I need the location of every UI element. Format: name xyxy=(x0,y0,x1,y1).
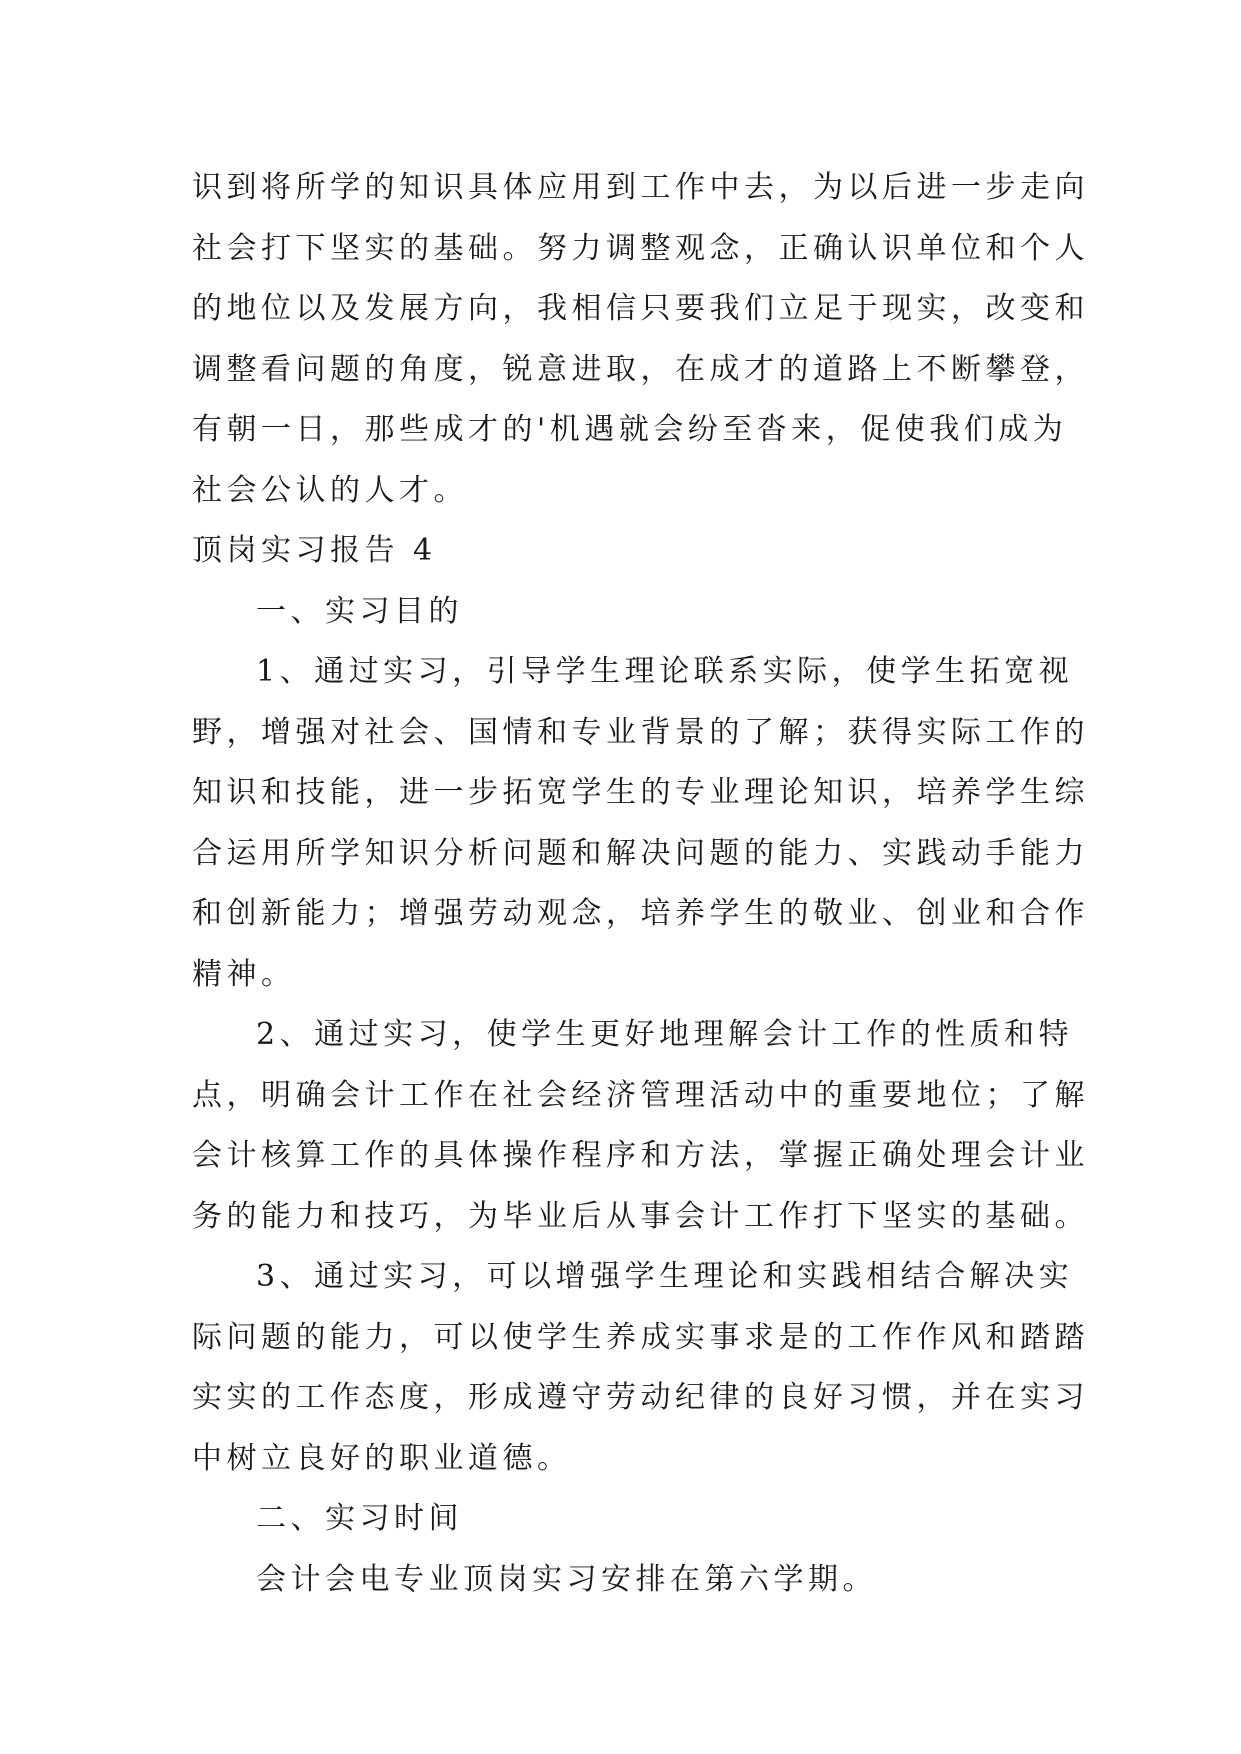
text-line: 野，增强对社会、国情和专业背景的了解；获得实际工作的 xyxy=(192,714,1089,750)
text-line: 精神。 xyxy=(192,956,296,992)
section-heading: 二、实习时间 xyxy=(256,1501,463,1536)
text-line: 调整看问题的角度，锐意进取，在成才的道路上不断攀登， xyxy=(192,351,1089,387)
text-line: 合运用所学知识分析问题和解决问题的能力、实践动手能力 xyxy=(192,835,1089,871)
text-line: 知识和技能，进一步拓宽学生的专业理论知识，培养学生综 xyxy=(192,775,1089,810)
text-line: 2、通过实习，使学生更好地理解会计工作的性质和特 xyxy=(256,1017,1074,1052)
text-line: 点，明确会计工作在社会经济管理活动中的重要地位；了解 xyxy=(192,1077,1089,1113)
text-line: 社会打下坚实的基础。努力调整观念，正确认识单位和个人 xyxy=(192,230,1089,266)
text-line: 际问题的能力，可以使学生养成实事求是的工作作风和踏踏 xyxy=(192,1319,1089,1355)
text-line: 务的能力和技巧，为毕业后从事会计工作打下坚实的基础。 xyxy=(192,1198,1089,1234)
text-line: 会计会电专业顶岗实习安排在第六学期。 xyxy=(256,1561,877,1597)
text-line: 中树立良好的职业道德。 xyxy=(192,1440,572,1476)
text-line: 有朝一日，那些成才的'机遇就会纷至沓来，促使我们成为 xyxy=(192,412,1068,447)
text-line: 的地位以及发展方向，我相信只要我们立足于现实，改变和 xyxy=(192,291,1089,326)
text-line: 社会公认的人才。 xyxy=(192,472,468,508)
text-line: 和创新能力；增强劳动观念，培养学生的敬业、创业和合作 xyxy=(192,896,1089,931)
section-heading: 一、实习目的 xyxy=(256,593,463,629)
text-line: 识到将所学的知识具体应用到工作中去，为以后进一步走向 xyxy=(192,170,1089,205)
text-line: 实实的工作态度，形成遵守劳动纪律的良好习惯，并在实习 xyxy=(192,1380,1089,1415)
text-line: 3、通过实习，可以增强学生理论和实践相结合解决实 xyxy=(256,1259,1074,1294)
section-title: 顶岗实习报告 4 xyxy=(192,533,437,568)
text-line: 会计核算工作的具体操作程序和方法，掌握正确处理会计业 xyxy=(192,1138,1089,1173)
document-page xyxy=(192,158,1089,1610)
text-line: 1、通过实习，引导学生理论联系实际，使学生拓宽视 xyxy=(256,654,1074,689)
